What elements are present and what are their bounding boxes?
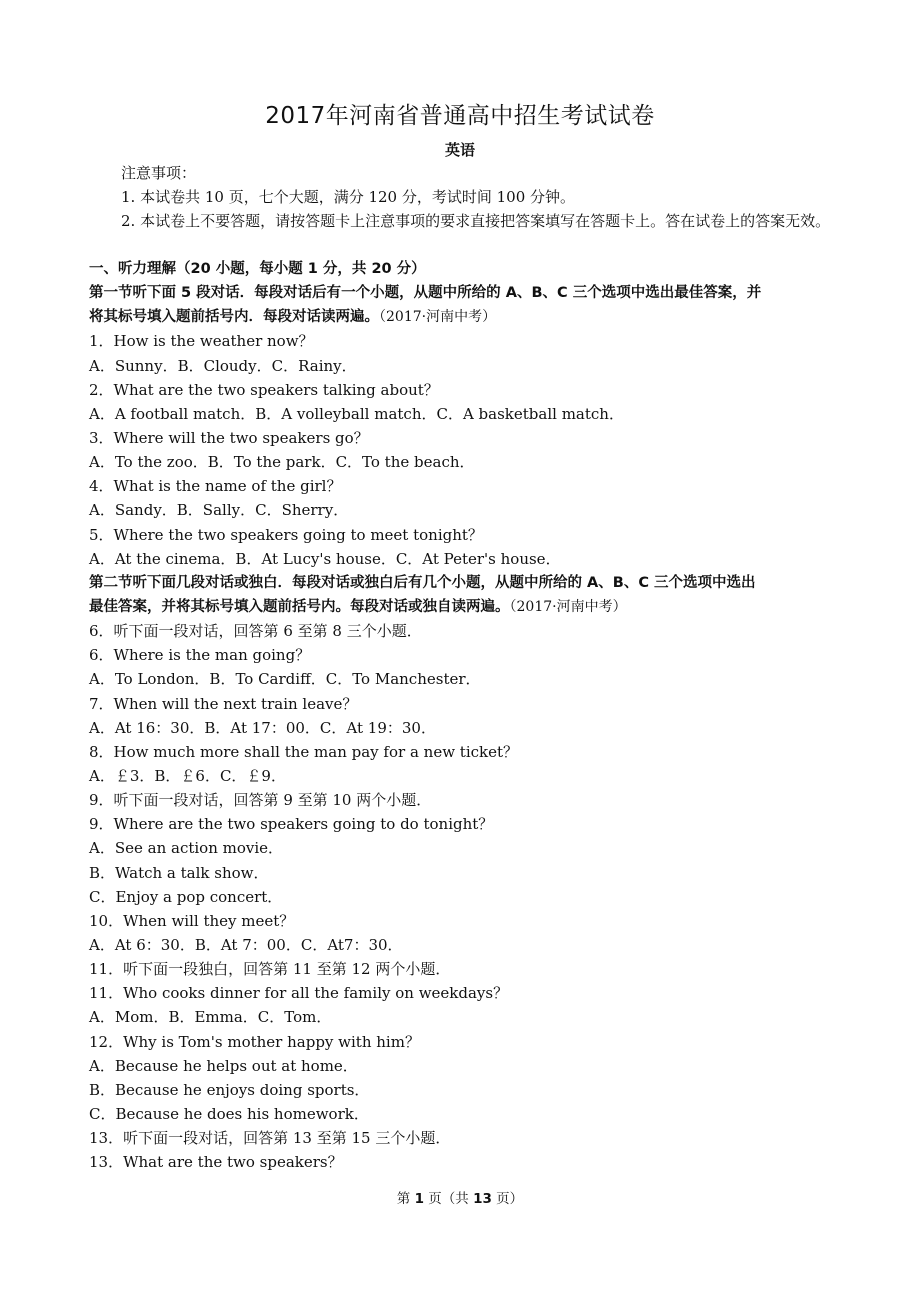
line-text: 13．What are the two speakers？ [89,1153,343,1172]
question-line [89,329,849,353]
question-line [89,474,849,498]
line-text: A．Sandy．B．Sally．C．Sherry． [89,501,349,520]
question-line [89,716,849,740]
line-text: 13．听下面一段对话，回答第 13 至第 15 三个小题． [89,1129,451,1148]
line-text: 1．How is the weather now？ [89,332,314,351]
question-line [89,1126,849,1150]
line-text: 第二节听下面几段对话或独白．每段对话或独白后有几个小题，从题中所给的 A、B、C 三个选项中选出 [89,574,756,591]
question-line [89,498,849,522]
line-text: 9．听下面一段对话，回答第 9 至第 10 两个小题． [89,791,432,810]
question-line [89,547,849,571]
question-line [89,643,849,667]
question-line [89,788,849,812]
line-text: A．To London．B．To Cardiff．C．To Manchester． [89,670,481,689]
line-text: 4．What is the name of the girl？ [89,477,342,496]
line-text: A．Sunny．B．Cloudy．C．Rainy． [89,356,357,375]
question-line [89,861,849,885]
line-text: A．At the cinema．B．At Lucy's house．C．At Peter's house． [89,549,561,568]
line-text: 6．Where is the man going？ [89,646,311,665]
question-line [89,1030,849,1054]
line-text: 最佳答案，并将其标号填入题前括号内。每段对话或独自读两遍。 [89,598,510,615]
question-line [89,764,849,788]
footer-middle: 页（共 [424,1191,474,1207]
line-text: A．See an action movie． [89,839,284,858]
question-line [89,378,849,402]
line-text: A．￡3．B．￡6．C．￡9． [89,766,286,785]
question-line [89,450,849,474]
question-line [89,619,849,643]
source-note: （2017·河南中考） [379,309,497,326]
line-text: 3．Where will the two speakers go？ [89,428,369,447]
line-text: 5．Where the two speakers going to meet tonight？ [89,525,483,544]
notice-heading: 注意事项： [121,164,197,182]
question-line [89,981,849,1005]
source-note: （2017·河南中考） [509,598,627,615]
page-footer [0,1187,920,1207]
question-line [89,692,849,716]
question-line [89,812,849,836]
question-line [89,523,849,547]
line-text: 将其标号填入题前括号内．每段对话读两遍。 [89,309,379,326]
question-line [89,1078,849,1102]
line-text: 7．When will the next train leave？ [89,694,358,713]
section-instruction-line [89,257,849,281]
line-text: 6．听下面一段对话，回答第 6 至第 8 三个小题． [89,622,422,641]
section-instruction-line [89,281,849,305]
line-text: 12．Why is Tom's mother happy with him？ [89,1032,420,1051]
question-line [89,402,849,426]
section-instruction-line [89,595,849,619]
line-text: 9．Where are the two speakers going to do tonight？ [89,815,494,834]
question-line [89,1005,849,1029]
question-line [89,354,849,378]
line-text: 8．How much more shall the man pay for a new ticket？ [89,742,519,761]
line-text: 2．What are the two speakers talking about？ [89,380,439,399]
question-line [89,667,849,691]
exam-title: 2017年河南省普通高中招生考试试卷 [265,103,655,129]
section-instruction-line [89,571,849,595]
line-text: A．To the zoo．B．To the park．C．To the beach． [89,453,475,472]
question-line [89,957,849,981]
exam-content [89,257,849,1174]
line-text: 10．When will they meet？ [89,911,295,930]
question-line [89,740,849,764]
question-line [89,885,849,909]
question-line [89,426,849,450]
notice-item-2: 2. 本试卷上不要答题，请按答题卡上注意事项的要求直接把答案填写在答题卡上。答在试卷上的答案无效。 [121,212,831,230]
line-text: A．Because he helps out at home． [89,1056,358,1075]
line-text: 11．Who cooks dinner for all the family on weekdays？ [89,984,509,1003]
line-text: C．Because he does his homework． [89,1104,369,1123]
notice-item-1: 1. 本试卷共 10 页，七个大题，满分 120 分，考试时间 100 分钟。 [121,188,576,206]
question-line [89,1102,849,1126]
line-text: A．A football match．B．A volleyball match．C．A basketball match． [89,404,624,423]
total-pages-number: 13 [473,1191,492,1207]
line-text: 11．听下面一段独白，回答第 11 至第 12 两个小题． [89,960,451,979]
line-text: 一、听力理解（20 小题，每小题 1 分，共 20 分） [89,261,426,277]
question-line [89,1150,849,1174]
current-page-number: 1 [414,1191,424,1207]
line-text: C．Enjoy a pop concert． [89,887,283,906]
line-text: 第一节听下面 5 段对话．每段对话后有一个小题，从题中所给的 A、B、C 三个选项中选出最佳答案，并 [89,285,762,302]
line-text: B．Because he enjoys doing sports． [89,1080,370,1099]
question-line [89,1054,849,1078]
section-instruction-line [89,305,849,329]
question-line [89,836,849,860]
question-line [89,933,849,957]
footer-suffix: 页） [491,1191,524,1207]
line-text: A．At 16：30．B．At 17：00．C．At 19：30． [89,718,436,737]
line-text: A．At 6：30．B．At 7：00．C．At7：30． [89,935,403,954]
question-line [89,909,849,933]
line-text: B．Watch a talk show． [89,863,269,882]
line-text: A．Mom．B．Emma．C．Tom． [89,1008,332,1027]
footer-prefix: 第 [396,1191,415,1207]
exam-subject: 英语 [444,141,475,159]
